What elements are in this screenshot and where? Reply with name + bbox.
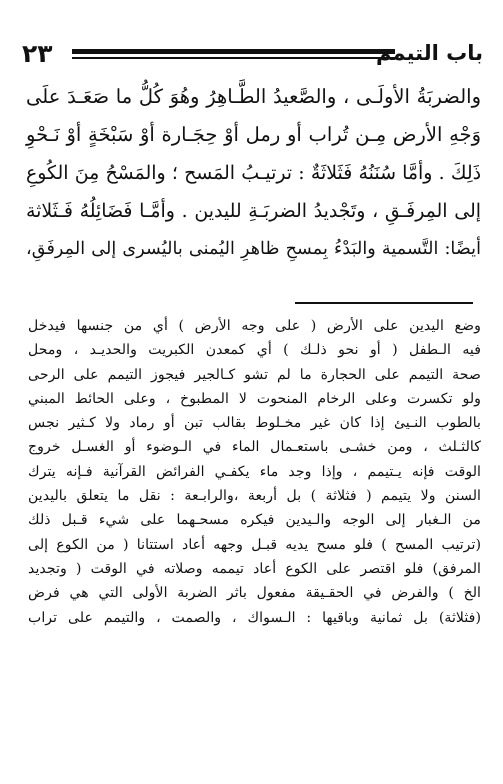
footnote-line: (فثلاثة) بل ثمانية وباقيها : الـسواك ، والصمت ، والتيمم على تراب [28, 609, 481, 626]
page-number: ٢٣ [22, 39, 53, 68]
main-text-line: والضربَةُ الأولَـى ، والصَّعيدُ الطَّـاهِرُ وهُوَ كُلُّ ما صَعَـدَ علَى [26, 85, 481, 108]
header-rule-thin [72, 57, 395, 59]
footnote-line: (ترتيب المسح ) فلو مسح يديه قبـل وجهه أعاد استتانا ( من الكوع إلى [28, 536, 481, 553]
footnote-line: صحة التيمم على الحجارة ما لم تشو كـالجير فيجوز التيمم على الرحى [28, 366, 481, 383]
footnote-line: ولو تكسرت وعلى الرخام المنحوت لا المطبوخ ، وعلى الحائط المبني [28, 390, 481, 407]
footnote-line: السنن ولا يتيمم ( فثلاثة ) بل أربعة ،والرابـعة : نقل ما يتعلق باليدين [28, 488, 481, 505]
footnote-line: المرفق) فلو اقتصر على الكوع أعاد تيممه وصلاته في الوقت ( وتجديد [28, 560, 481, 577]
header-rule [72, 49, 395, 59]
footnote-line: الوقت فإنه يـتيمم ، وإذا وجد ماء يكفـي الفرائض القرآنية فـإنه يترك [28, 463, 481, 480]
main-text-line: أيضًا: التَّسمية والبَدْءُ بِمسحِ ظاهرِ اليُمنى باليُسرى إلى المِرفَقِ، [26, 239, 481, 259]
main-text-line: ذَلِكَ . وأمَّا سُنَنُهُ فَثَلاثَةٌ : ترتيـبُ المَسح ؛ والمَسْحُ مِنَ الكُوعِ [26, 162, 481, 184]
footnote-line: من الـغبار إلى الوجه والـيدين فيكره مسحـهما على شيء قـبل ذلك [28, 512, 481, 529]
main-text-line: وَجْهِ الأرض مِـن تُراب أو رمل أوْ حِجَـارة أوْ سَبْخَةٍ أوْ نَـحْوِ [26, 123, 481, 146]
header-rule-thick [72, 49, 395, 54]
main-text [26, 78, 481, 268]
footnote-line: فيه الـطفل ( أو نحو ذلـك ) أي كمعدن الكبريت والحديـد ، ومحل [28, 342, 481, 359]
footnotes [28, 314, 481, 630]
chapter-title: باب التيمم [376, 41, 483, 65]
page-header [20, 34, 483, 74]
footnote-line: كالثـلث ، ومن خشـى باستعـمال الماء في الـوضوء أو الغسـل خروج [28, 439, 481, 456]
main-text-line: إلى المِرفَـقِ ، وتَجْديدُ الضربَـةِ لليدين . وأمَّـا فَضَائِلُهُ فَـثَلاثة [26, 200, 481, 222]
footnote-line: وضع اليدين على الأرض ( على وجه الأرض ) أي من جنسها فيدخل [28, 318, 481, 334]
footnote-line: بالطوب النـيئ إذا كان غير مخـلوط بقالب تبن أو رماد ولا كـثير نجس [28, 415, 481, 432]
footnote-line: الخ ) والفرض في الحقـيقة مفعول باثر الضربة الأولى التي هي فرض [28, 585, 481, 602]
footnote-separator [295, 302, 473, 304]
